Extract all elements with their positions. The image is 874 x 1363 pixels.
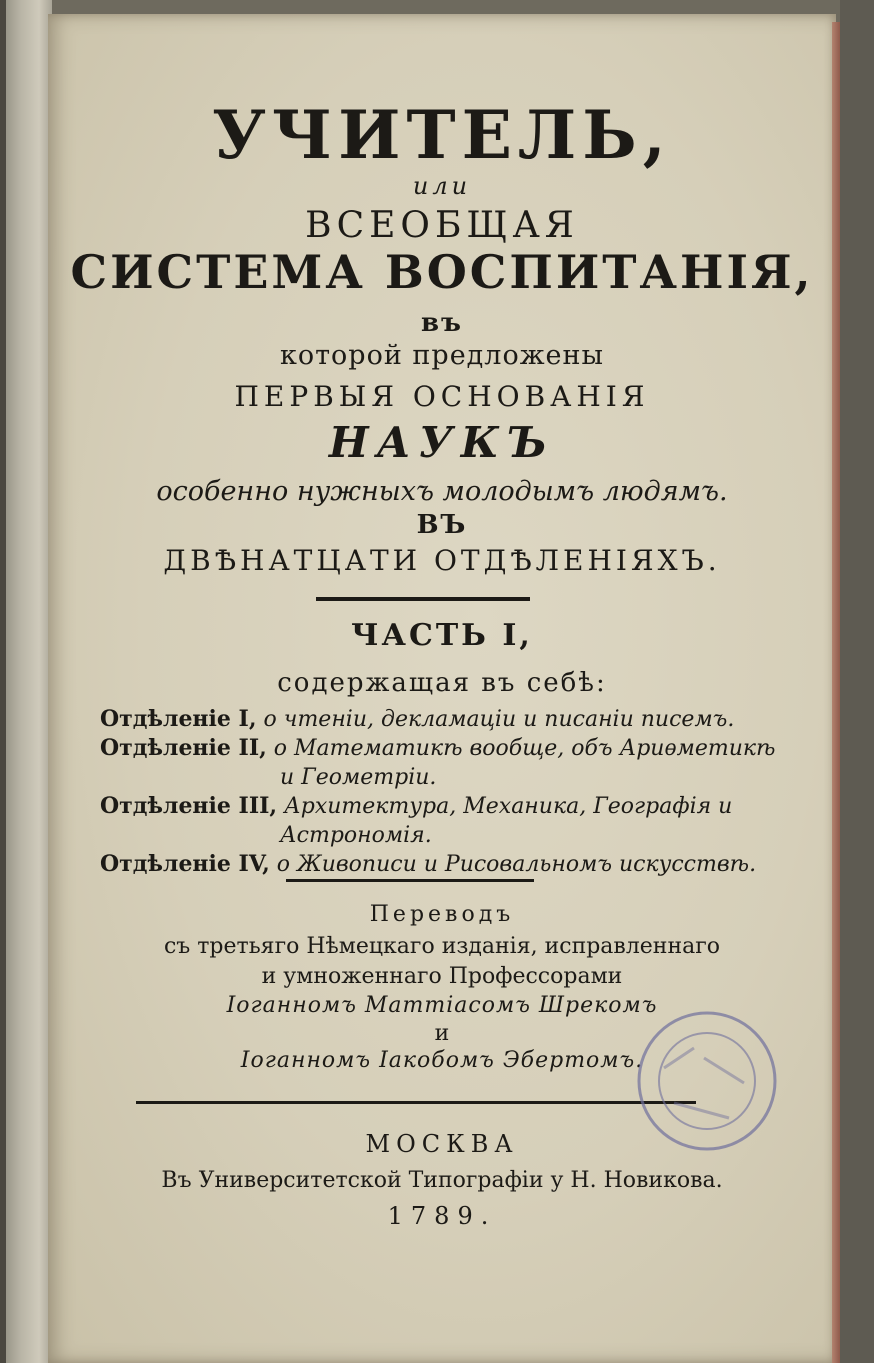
title-page bbox=[48, 0, 836, 1363]
part-heading: ЧАСТЬ I, bbox=[351, 618, 533, 653]
subtitle-ili: или bbox=[412, 172, 472, 200]
department-text: о Живописи и Рисовальномъ искусствѣ. bbox=[276, 852, 757, 877]
imprint-city: МОСКВА bbox=[365, 1130, 519, 1158]
department-continuation: и Геометріи. bbox=[280, 765, 437, 790]
author-conjunction: и bbox=[434, 1021, 450, 1046]
divider-rule bbox=[136, 1101, 696, 1104]
background bbox=[840, 0, 874, 1363]
contents-intro: содержащая въ себѣ: bbox=[277, 668, 607, 698]
subtitle-v: въ bbox=[420, 308, 463, 338]
department-label: Отдѣленіе II, bbox=[100, 735, 267, 761]
author-name-2: Іоганномъ Іакобомъ Эбертомъ. bbox=[240, 1048, 644, 1073]
translation-professors: и умноженнаго Профессорами bbox=[261, 964, 623, 989]
divider-rule bbox=[286, 879, 534, 882]
book-spine bbox=[0, 0, 52, 1363]
subtitle-sistema: СИСТЕМА ВОСПИТАНІЯ, bbox=[70, 245, 814, 299]
translation-heading: Переводъ bbox=[369, 902, 515, 927]
subtitle-vseobshchaya: ВСЕОБЩАЯ bbox=[305, 205, 579, 246]
subtitle-v2: ВЪ bbox=[416, 510, 468, 540]
department-text: о чтеніи, декламаціи и писаніи писемъ. bbox=[263, 707, 735, 732]
book-title: УЧИТЕЛЬ, bbox=[212, 96, 672, 174]
subtitle-pervyya: ПЕРВЫЯ ОСНОВАНІЯ bbox=[234, 380, 650, 413]
translation-source: съ третьяго Нѣмецкаго изданія, исправленнаго bbox=[163, 934, 721, 959]
department-label: Отдѣленіе I, bbox=[100, 706, 257, 732]
department-continuation: Астрономія. bbox=[280, 823, 432, 848]
subtitle-nauk: НАУКЪ bbox=[328, 418, 556, 467]
author-name-1: Іоганномъ Маттіасомъ Шрекомъ bbox=[226, 993, 658, 1018]
department-text: Архитектура, Механика, Географія и bbox=[284, 794, 733, 819]
divider-rule bbox=[316, 597, 530, 601]
library-stamp-icon bbox=[634, 1008, 780, 1154]
department-label: Отдѣленіе III, bbox=[100, 793, 278, 819]
subtitle-osobenno: особенно нужныхъ молодымъ людямъ. bbox=[156, 476, 728, 507]
list-item bbox=[100, 850, 760, 879]
department-label: Отдѣленіе IV, bbox=[100, 851, 270, 877]
list-item bbox=[100, 734, 776, 763]
list-item bbox=[100, 792, 760, 821]
contents-list bbox=[100, 705, 776, 879]
department-text: о Математикѣ вообще, объ Ариѳметикѣ bbox=[273, 736, 776, 761]
list-item bbox=[100, 705, 760, 734]
subtitle-dvenattsati: ДВѢНАТЦАТИ ОТДѢЛЕНІЯХЪ. bbox=[163, 544, 721, 577]
imprint-printer: Въ Университетской Типографіи у Н. Новикова. bbox=[161, 1168, 723, 1193]
imprint-year: 1789. bbox=[387, 1202, 497, 1230]
book-spine-edge bbox=[0, 0, 6, 1363]
subtitle-kotoroy: которой предложены bbox=[279, 340, 605, 371]
